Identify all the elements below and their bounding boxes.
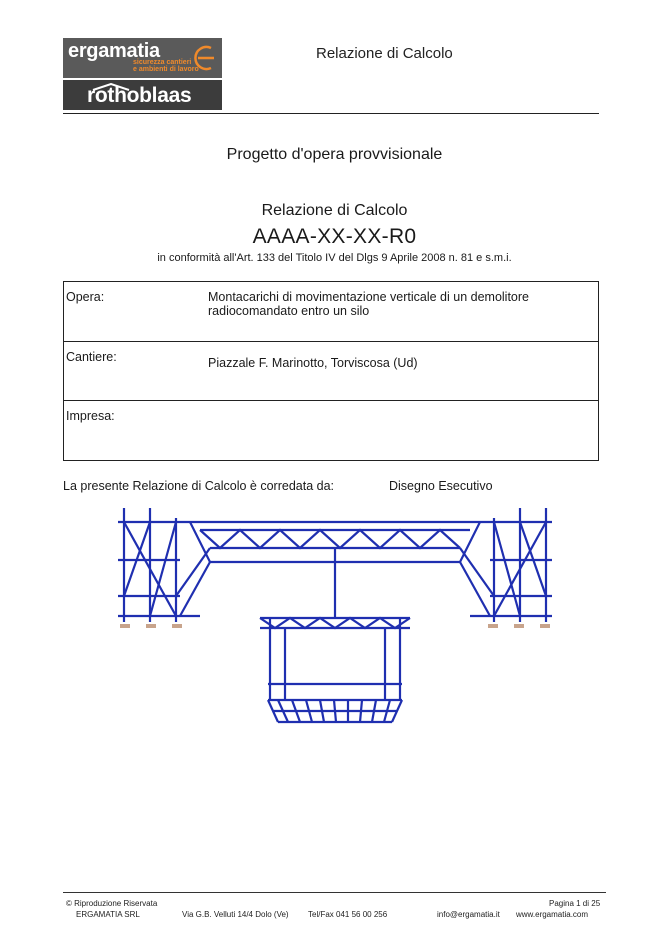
- rothoblaas-logo: [63, 80, 222, 110]
- opera-value: Montacarichi di movimentazione verticale di un demolitore radiocomandato entro un silo: [206, 282, 599, 342]
- header-title: Relazione di Calcolo: [316, 45, 453, 62]
- footer-phone: Tel/Fax 041 56 00 256: [308, 910, 388, 919]
- footer-address: Via G.B. Velluti 14/4 Dolo (Ve): [182, 910, 289, 919]
- footer-rights: © Riproduzione Riservata: [66, 899, 158, 908]
- impresa-label: Impresa:: [64, 401, 207, 461]
- footer-email[interactable]: info@ergamatia.it: [437, 910, 500, 919]
- report-title: Relazione di Calcolo: [261, 202, 408, 219]
- cantiere-label: Cantiere:: [64, 342, 207, 401]
- footer-company: ERGAMATIA SRL: [76, 910, 140, 919]
- table-row: [64, 401, 599, 461]
- conformity-text: in conformità all'Art. 133 del Titolo IV del Dlgs 9 Aprile 2008 n. 81 e s.m.i.: [157, 252, 512, 264]
- ergamatia-logo: [63, 38, 222, 78]
- rothoblaas-roof-icon: [91, 83, 131, 91]
- footer-website[interactable]: www.ergamatia.com: [516, 910, 589, 919]
- ergamatia-logo-mark-icon: [189, 42, 219, 74]
- table-row: [64, 342, 599, 401]
- report-code: AAAA-XX-XX-R0: [252, 225, 417, 248]
- cantiere-value: Piazzale F. Marinotto, Torviscosa (Ud): [206, 342, 599, 401]
- header-divider: [63, 113, 599, 114]
- attachment-label: La presente Relazione di Calcolo è corredata da:: [63, 479, 335, 493]
- attachment-line: [63, 479, 493, 493]
- impresa-value: [206, 401, 599, 461]
- table-row: [64, 282, 599, 342]
- rothoblaas-logo-name: rothoblaas: [87, 84, 192, 107]
- ergamatia-logo-name: ergamatia: [68, 40, 160, 62]
- ergamatia-logo-tagline: sicurezza cantieri e ambienti di lavoro: [133, 59, 199, 73]
- project-heading: Progetto d'opera provvisionale: [226, 146, 443, 163]
- attachment-value: Disegno Esecutivo: [389, 479, 493, 493]
- info-table: [63, 281, 599, 461]
- footer-page-number: Pagina 1 di 25: [549, 899, 601, 908]
- scaffold-structure-drawing: [110, 500, 560, 730]
- opera-label: Opera:: [64, 282, 207, 342]
- footer-divider: [63, 892, 606, 893]
